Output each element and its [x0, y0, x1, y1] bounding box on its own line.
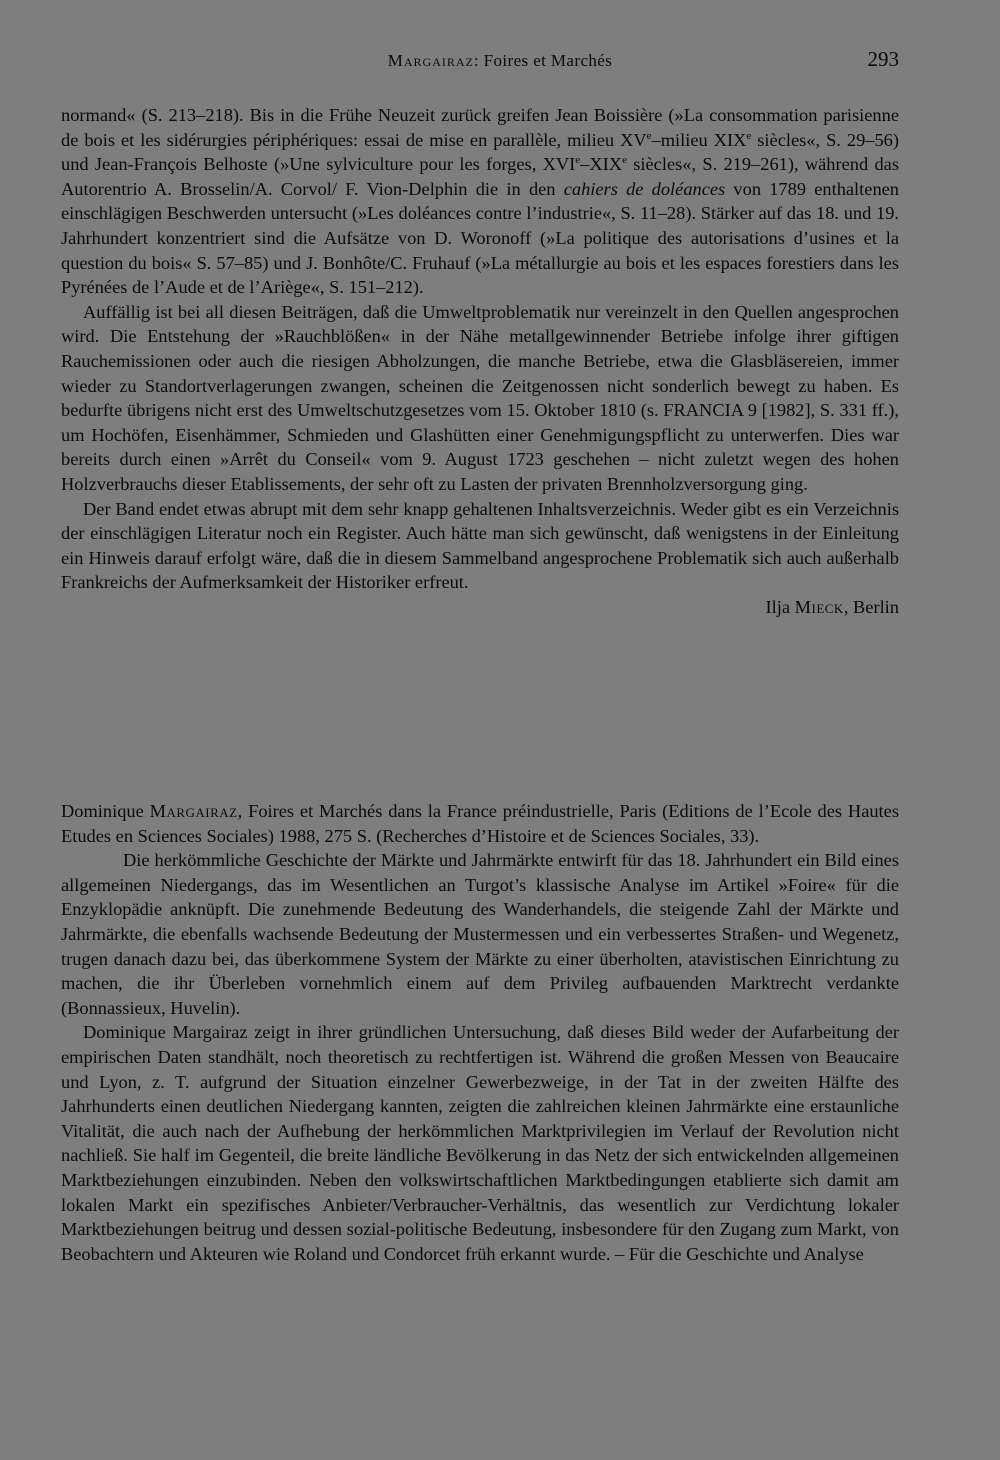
- running-header: [0, 47, 1000, 77]
- reviewer-signature: [61, 595, 899, 620]
- text-run: siècles«, S. 219–261), während das Autorentrio A. Brosselin/A. Corvol/ F. Vion-Delphin die in den: [61, 154, 899, 199]
- paragraph: Auffällig ist bei all diesen Beiträgen, daß die Umweltproblematik nur vereinzelt in den Quellen angesprochen wird. Die Entstehung der »Rauchblößen« in der Nähe metallgewinnender Betriebe infolge ihrer giftigen Rauchemissionen oder auch die riesigen Abholzungen, die manche Betriebe, etwa die Glasbläsereien, immer wieder zu Standortverlagerungen zwangen, scheinen die Zeitgenossen nicht sonderlich bewegt zu haben. Es bedurfte übrigens nicht erst des Umweltschutzgesetzes vom 15. Oktober 1810 (s. FRANCIA 9 [1982], S. 331 ff.), um Hochöfen, Eisenhämmer, Schmieden und Glashütten einer Genehmigungspflicht zu unterwerfen. Dies war bereits durch einen »Arrêt du Conseil« vom 9. August 1723 geschehen – nicht zuletzt wegen des hohen Holzverbrauchs dieser Etablissements, der sehr oft zu Lasten der privaten Brennholzversorgung ging.: [61, 301, 899, 494]
- text-run: von 1789 enthaltenen einschlägigen Beschwerden untersucht (»Les doléances contre l’industrie«, S. 11–28). Stärker auf das 18. und 19. Jahrhundert konzentriert sind die Aufsätze von D. Woronoff (»La politique des autorisations d’usines et la question du bois« S. 57–85) und J. Bonhôte/C. Fruhauf (»La métallurgie au bois et les espaces forestiers dans les Pyrénées de l’Aude et de l’Ariège«, S. 151–212).: [61, 178, 899, 298]
- paragraph: Dominique Margairaz zeigt in ihrer gründlichen Untersuchung, daß dieses Bild weder der Aufarbeitung der empirischen Daten standhält, noch theoretisch zu rechtfertigen ist. Während die großen Messen von Beaucaire und Lyon, z. T. aufgrund der Situation einzelner Gewerbezweige, in der Tat in der zweiten Hälfte des Jahrhunderts einen deutlichen Niedergang kannten, zeigten die zahlreichen kleinen Jahrmärkte eine erstaunliche Vitalität, die auch nach der Aufhebung der herkömmlichen Marktprivilegien im Verlauf der Revolution nicht nachließ. Sie half im Gegenteil, die breite ländliche Bevölkerung in das Netz der sich entwickelnden allgemeinen Marktbeziehungen einzubinden. Neben den volkswirtschaftlichen Marktbedingungen etablierte sich damit am lokalen Markt ein spezifisches Anbieter/Verbraucher-Verhältnis, das wesentlich zur Verdichtung lokaler Marktbeziehungen beitrug und dessen sozial-politische Bedeutung, insbesondere für den Zugang zum Markt, von Beobachtern und Akteuren wie Roland und Condorcet früh erkannt wurde. – Für die Geschichte und Analyse: [61, 1022, 899, 1264]
- reviewer-last-name: Mieck: [794, 596, 844, 617]
- italic-title: cahiers de doléances: [563, 178, 726, 199]
- running-title-text: : Foires et Marchés: [473, 51, 613, 70]
- text-run: normand« (S. 213–218). Bis in die Frühe Neuzeit zurück greifen Jean Boissière (»La consommation parisienne de bois et les sidérurgies périphériques: essai de mise en parallèle, milieu XV: [61, 105, 899, 150]
- paragraph: Der Band endet etwas abrupt mit dem sehr knapp gehaltenen Inhaltsverzeichnis. Weder gibt es ein Verzeichnis der einschlägigen Literatur noch ein Register. Auch hätte man sich gewünscht, daß wenigstens in der Einleitung ein Hinweis darauf erfolgt wäre, daß die in diesem Sammelband angesprochene Problematik sich auch außerhalb Frankreichs der Aufmerksamkeit der Historiker erfreut.: [61, 498, 899, 593]
- author-first-name: Dominique: [61, 801, 150, 821]
- superscript: e: [622, 154, 627, 167]
- superscript: e: [646, 129, 652, 142]
- review-bibliographic-header: [61, 799, 899, 848]
- running-title-author: Margairaz: [387, 51, 474, 70]
- review-continued: [61, 103, 899, 619]
- superscript: e: [575, 154, 581, 167]
- bibliographic-details: , Foires et Marchés dans la France préindustrielle, Paris (Editions de l’Ecole des Hautes Etudes en Sciences Sociales) 1988, 275 S. (Recherches d’Histoire et de Sciences Sociales, 33).: [61, 801, 899, 846]
- superscript: e: [746, 129, 752, 142]
- page-number: 293: [867, 47, 899, 71]
- reviewer-place: , Berlin: [843, 596, 899, 617]
- text-run: –XIX: [580, 154, 623, 175]
- reviewer-first-name: Ilja: [765, 596, 795, 617]
- running-title: [0, 51, 1000, 71]
- text-run: –milieu XIX: [651, 129, 747, 150]
- review-new: [61, 799, 899, 1266]
- paragraph: [61, 103, 899, 300]
- text-run: siècles«, S. 29–56) und Jean-François Belhoste (»Une sylviculture pour les forges, XVI: [61, 129, 899, 175]
- paragraph: Die herkömmliche Geschichte der Märkte und Jahrmärkte entwirft für das 18. Jahrhundert ein Bild eines allgemeinen Niedergangs, das im Wesentlichen an Turgot’s klassische Analyse im Artikel »Foire« für die Enzyklopädie anknüpft. Die zunehmende Bedeutung des Wanderhandels, die steigende Zahl der Märkte und Jahrmärkte, die ebenfalls wachsende Bedeutung der Mustermessen und ein verbessertes Straßen- und Wegenetz, trugen danach dazu bei, das überkommene System der Märkte zu einer überholten, atavistischen Einrichtung zu machen, die ihr Überleben vornehmlich einem auf dem Privileg aufbauenden Marktrecht verdankte (Bonnassieux, Huvelin).: [61, 850, 899, 1018]
- author-last-name: Margairaz: [149, 801, 238, 821]
